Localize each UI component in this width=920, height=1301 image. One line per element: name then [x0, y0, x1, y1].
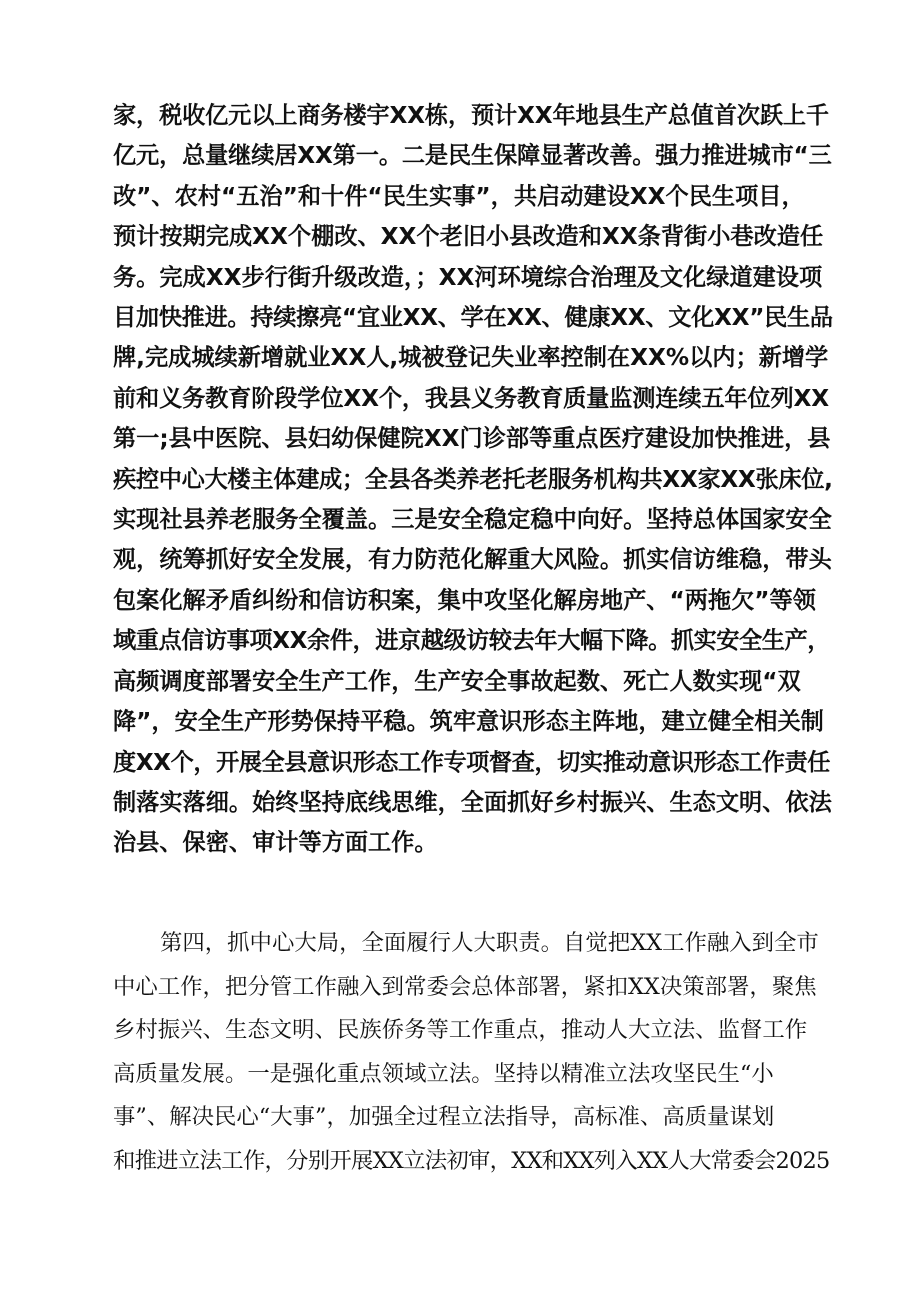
text-line: 疾控中心大楼主体建成；全县各类养老托老服务机构共XX家XX张床位, — [113, 465, 833, 493]
text-line: 高频调度部署安全生产工作，生产安全事故起数、死亡人数实现“双 — [113, 667, 801, 695]
text-line: 亿元，总量继续居XX第一。二是民生保障显著改善。强力推进城市“三 — [113, 142, 832, 170]
text-line: 降”，安全生产形势保持平稳。筑牢意识形态主阵地，建立健全相关制 — [113, 708, 824, 736]
text-line: 第一;县中医院、县妇幼保健院XX门诊部等重点医疗建设加快推进，县 — [113, 425, 831, 453]
text-line: 和推进立法工作，分别开展XX立法初审，XX和XX列入XX人大常委会2025 — [113, 1147, 830, 1174]
text-line: 域重点信访事项XX余件，进京越级访较去年大幅下降。抓实安全生产， — [113, 627, 830, 655]
text-line: 度XX个，开展全县意识形态工作专项督查，切实推动意识形态工作责任 — [113, 748, 830, 776]
text-line: 治县、保密、审计等方面工作。 — [113, 829, 438, 857]
text-line: 观，统筹抓好安全发展，有力防范化解重大风险。抓实信访维稳，带头 — [113, 546, 832, 574]
body-paragraph-continued — [113, 96, 833, 864]
text-line: 家，税收亿元以上商务楼宇XX栋，预计XX年地县生产总值首次跃上千 — [113, 102, 829, 129]
text-line: 包案化解矛盾纠纷和信访积案，集中攻坚化解房地产、“两拖欠”等领 — [113, 586, 816, 614]
text-line: 制落实落细。始终坚持底线思维，全面抓好乡村振兴、生态文明、依法 — [113, 788, 832, 816]
text-line: 目加快推进。持续擦亮“宜业XX、学在XX、健康XX、文化XX”民生品 — [113, 304, 833, 332]
text-line: 乡村振兴、生态文明、民族侨务等工作重点，推动人大立法、监督工作 — [113, 1017, 808, 1043]
text-line: 事”、解决民心“大事”，加强全过程立法指导，高标准、高质量谋划 — [113, 1104, 775, 1130]
text-line: 预计按期完成XX个棚改、XX个老旧小县改造和XX条背街小巷改造任 — [113, 223, 824, 251]
text-line: 务。完成XX步行街升级改造，；XX河环境综合治理及文化绿道建设项 — [113, 263, 823, 291]
text-line: 前和义务教育阶段学位XX个，我县义务教育质量监测连续五年位列XX — [113, 384, 829, 412]
text-line: 牌,完成城续新增就业XX人,城被登记失业率控制在XX%以内；新增学 — [113, 344, 829, 372]
text-line-first: 第四，抓中心大局，全面履行人大职责。自觉把XX工作融入到全市 — [160, 930, 819, 956]
text-line: 高质量发展。一是强化重点领域立法。坚持以精准立法攻坚民生“小 — [113, 1060, 774, 1087]
text-line: 中心工作，把分管工作融入到常委会总体部署，紧扣XX决策部署，聚焦 — [113, 973, 817, 1000]
text-line: 改”、农村“五治”和十件“民生实事”，共启动建设XX个民生项目， — [113, 182, 805, 210]
body-paragraph-fourth — [113, 922, 833, 1183]
text-line: 实现社县养老服务全覆盖。三是安全稳定稳中向好。坚持总体国家安全 — [113, 506, 832, 534]
